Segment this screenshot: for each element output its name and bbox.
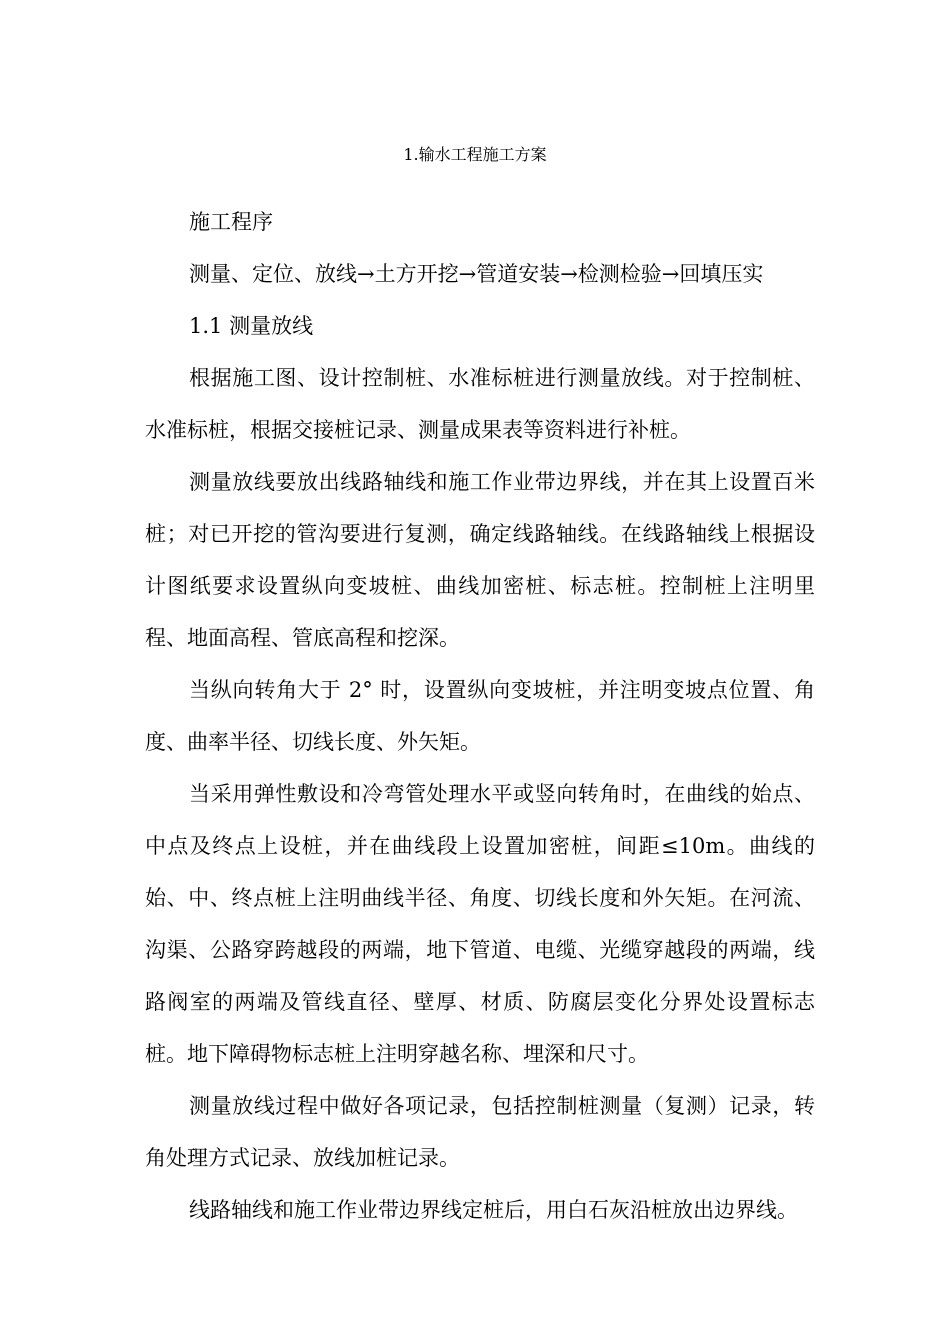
paragraph-vertical-angle: 当纵向转角大于 2° 时，设置纵向变坡桩，并注明变坡点位置、角度、曲率半径、切线长度、外矢矩。 [145,678,815,754]
paragraph-survey-basis: 根据施工图、设计控制桩、水准标桩进行测量放线。对于控制桩、水准标桩，根据交接桩记录、测量成果表等资料进行补桩。 [145,366,815,442]
section-heading-survey: 1.1 测量放线 [189,314,314,338]
paragraph-records: 测量放线过程中做好各项记录，包括控制桩测量（复测）记录，转角处理方式记录、放线加桩记录。 [145,1094,815,1170]
paragraph-axis-and-boundary: 测量放线要放出线路轴线和施工作业带边界线，并在其上设置百米桩；对已开挖的管沟要进行复测，确定线路轴线。在线路轴线上根据设计图纸要求设置纵向变坡桩、曲线加密桩、标志桩。控制桩上注明里程、地面高程、管底高程和挖深。 [145,470,815,650]
paragraph-procedure-flow: 测量、定位、放线→土方开挖→管道安装→检测检验→回填压实 [189,262,764,286]
paragraph-construction-procedure: 施工程序 [189,210,273,234]
paragraph-curve-stakes: 当采用弹性敷设和冷弯管处理水平或竖向转角时，在曲线的始点、中点及终点上设桩，并在曲线段上设置加密桩，间距≤10m。曲线的始、中、终点桩上注明曲线半径、角度、切线长度和外矢矩。在河流、沟渠、公路穿跨越段的两端，地下管道、电缆、光缆穿越段的两端，线路阀室的两端及管线直径、壁厚、材质、防腐层变化分界处设置标志桩。地下障碍物标志桩上注明穿越名称、埋深和尺寸。 [145,782,815,1066]
document-title: 1.输水工程施工方案 [403,145,547,164]
paragraph-lime-boundary: 线路轴线和施工作业带边界线定桩后，用白石灰沿桩放出边界线。 [189,1198,798,1222]
document-body [145,196,815,1236]
